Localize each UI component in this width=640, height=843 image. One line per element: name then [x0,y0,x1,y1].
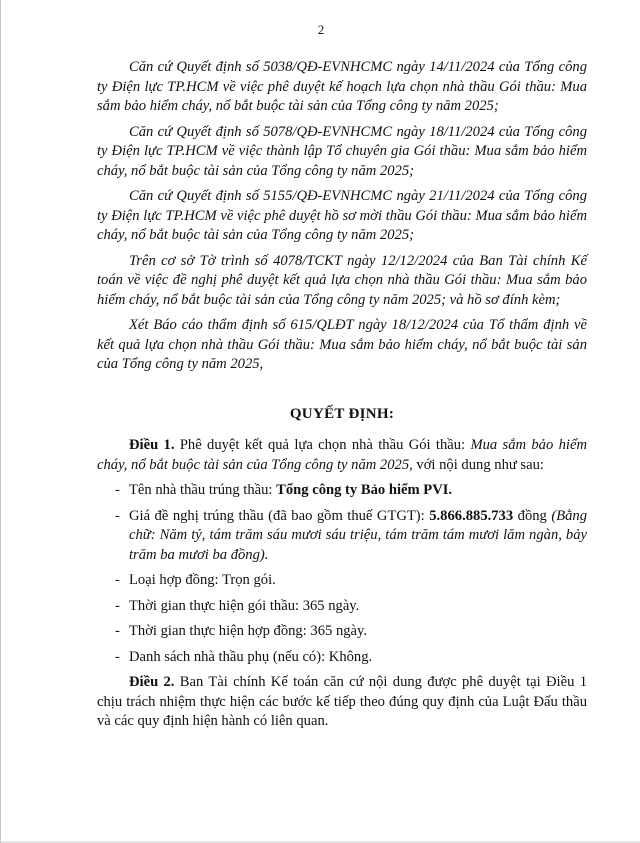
contract-duration: Thời gian thực hiện hợp đồng: 365 ngày. [129,623,368,639]
bullet-contract-duration [97,622,587,642]
bullet-package-duration [97,597,587,617]
winner-label: Tên nhà thầu trúng thầu: [129,482,273,498]
bullet-winner [97,481,587,501]
article-1-intro-text: Phê duyệt kết quả lựa chọn nhà thầu Gói thầu: [179,437,466,453]
subcontractors: Danh sách nhà thầu phụ (nếu có): Không. [129,648,373,665]
package-duration: Thời gian thực hiện gói thầu: 365 ngày. [129,597,360,614]
bullet-dash: - [115,507,120,524]
preamble-paragraph-2: Căn cứ Quyết định số 5078/QĐ-EVNHCMC ngày 18/11/2024 của Tổng công ty Điện lực TP.HCM về việc thành lập Tổ chuyên gia Gói thầu: Mua sắm bảo hiểm cháy, nổ bắt buộc tài sản của Tổng công ty năm 2025; [97,123,587,179]
article-2-text: Ban Tài chính Kế toán căn cứ nội dung được phê duyệt tại Điều 1 chịu trách nhiệm thực hiện các bước kế tiếp theo đúng quy định của Luật Đấu thầu và các quy định hiện hành có liên quan. [97,674,587,729]
article-1-intro [97,436,587,475]
article-1-intro-end: , với nội dung như sau: [409,456,544,473]
price-label: Giá đề nghị trúng thầu (đã bao gồm thuế GTGT): [129,507,425,524]
page-number: 2 [317,22,325,37]
article-1-package-name: Mua sắm bảo hiểm cháy, nổ bắt buộc tài sản của Tổng công ty năm 2025 [97,437,587,473]
article-2-label: Điều 2. [129,674,175,690]
preamble-paragraph-4: Trên cơ sở Tờ trình số 4078/TCKT ngày 12/12/2024 của Ban Tài chính Kế toán về việc đề nghị phê duyệt kết quả lựa chọn nhà thầu Gói thầu: Mua sắm bảo hiểm cháy, nổ bắt buộc tài sản của Tổng công ty năm 2025; và hồ sơ đính kèm; [97,252,587,308]
bullet-dash: - [115,597,120,614]
winner-value: Tổng công ty Bảo hiểm PVI. [276,482,453,498]
bullet-dash: - [115,623,120,639]
price-value: 5.866.885.733 [429,507,514,524]
preamble-paragraph-3: Căn cứ Quyết định số 5155/QĐ-EVNHCMC ngày 21/11/2024 của Tổng công ty Điện lực TP.HCM về việc phê duyệt hồ sơ mời thầu Gói thầu: Mua sắm bảo hiểm cháy, nổ bắt buộc tài sản của Tổng công ty năm 2025; [97,188,587,243]
bullet-price [97,507,587,566]
price-unit: đồng [517,507,547,524]
bullet-contract-type [97,571,587,591]
document-body [97,58,587,738]
article-2 [97,673,587,732]
bullet-dash: - [115,648,120,665]
contract-type: Loại hợp đồng: Trọn gói. [129,572,276,588]
price-in-words: (Bằng chữ: Năm tỷ, tám trăm sáu mươi sáu triệu, tám trăm tám mươi lăm ngàn, bảy trăm ba mươi ba đồng). [129,507,588,563]
bullet-subcontractors [97,648,587,668]
bullet-dash: - [115,572,120,588]
article-1-label: Điều 1. [129,437,175,453]
preamble-paragraph-5: Xét Báo cáo thẩm định số 615/QLĐT ngày 18/12/2024 của Tổ thẩm định về kết quả lựa chọn nhà thầu Gói thầu: Mua sắm bảo hiểm cháy, nổ bắt buộc tài sản của Tổng công ty năm 2025, [97,317,587,372]
bullet-dash: - [115,482,120,498]
decision-heading: QUYẾT ĐỊNH: [289,405,395,422]
preamble-paragraph-1: Căn cứ Quyết định số 5038/QĐ-EVNHCMC ngày 14/11/2024 của Tổng công ty Điện lực TP.HCM về việc phê duyệt kế hoạch lựa chọn nhà thầu Gói thầu: Mua sắm bảo hiểm cháy, nổ bắt buộc tài sản của Tổng công ty năm 2025; [97,59,587,114]
